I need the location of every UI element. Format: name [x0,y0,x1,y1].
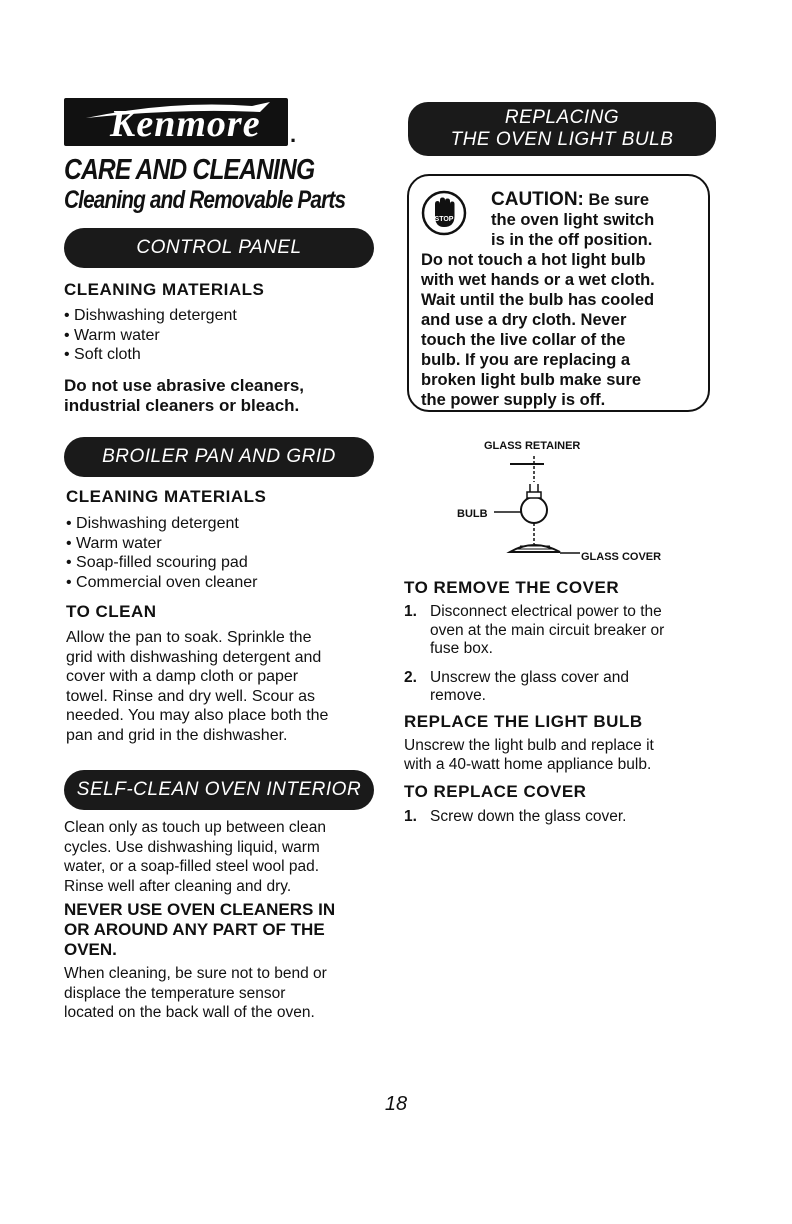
caution-line: and use a dry cloth. Never [421,311,627,329]
caution-box [407,174,710,412]
caution-line: Do not touch a hot light bulb [421,251,646,269]
bulb-base [530,484,538,492]
text-line: Unscrew the light bulb and replace it [404,737,654,754]
caution-line: the power supply is off. [421,391,606,409]
step-line: remove. [430,687,486,704]
list-item: • Soap-filled scouring pad [66,554,248,571]
broiler-heading: CLEANING MATERIALS [66,487,267,506]
text-line: cover with a damp cloth or paper [66,668,299,685]
light-bulb-pill-line2: THE OVEN LIGHT BULB [450,129,674,150]
logo-dot: . [290,122,297,147]
caution-line: touch the live collar of the [421,331,626,349]
bulb-collar [527,492,541,498]
caution-line: Wait until the bulb has cooled [421,291,655,309]
text-line: Clean only as touch up between clean [64,819,326,836]
label-glass-cover: GLASS COVER [581,551,662,563]
control-panel-heading: CLEANING MATERIALS [64,280,265,299]
text-line: with a 40-watt home appliance bulb. [404,755,652,773]
control-panel-list [64,306,237,365]
step-line: oven at the main circuit breaker or [430,621,665,639]
control-panel-warning [64,376,374,416]
bulb-diagram [490,452,590,564]
warning-line: OVEN. [64,940,117,959]
text-line: water, or a soap-filled steel wool pad. [64,858,320,875]
broiler-pill-label: BROILER PAN AND GRID [102,446,336,467]
replace-bulb-text [404,737,654,774]
list-item: • Soft cloth [64,346,141,363]
list-item: • Dishwashing detergent [64,307,237,324]
warning-line: OR AROUND ANY PART OF THE [64,920,325,939]
list-item: • Commercial oven cleaner [66,573,258,591]
step-number: 1. [404,808,417,825]
step-item [404,669,724,706]
logo-brand: Kenmore [110,103,261,145]
kenmore-logo [64,98,288,146]
caution-line: is in the off position. [491,231,653,249]
text-line: towel. Rinse and dry well. Scour as [66,687,315,705]
list-item: • Dishwashing detergent [66,515,239,532]
text-line: Rinse well after cleaning and dry. [64,877,292,895]
step-line: Unscrew the glass cover and [430,668,630,686]
caution-line: Be sure [588,191,650,209]
step-line: fuse box. [430,640,493,657]
caution-line: the oven light switch [491,211,655,229]
label-bulb: BULB [457,508,488,520]
self-clean-warning [64,900,335,960]
to-clean-heading: TO CLEAN [66,602,157,621]
self-clean-note [64,964,327,1023]
broiler-list [66,514,257,592]
self-clean-text [64,818,326,896]
text-line: When cleaning, be sure not to bend or [64,965,327,982]
to-clean-text [66,628,328,745]
text-line: located on the back wall of the oven. [64,1004,315,1021]
self-clean-pill-label: SELF-CLEAN OVEN INTERIOR [76,779,362,800]
text-line: displace the temperature sensor [64,984,286,1002]
text-line: Allow the pan to soak. Sprinkle the [66,629,312,646]
caution-head: CAUTION: [491,189,584,210]
caution-line: bulb. If you are replacing a [421,351,631,369]
caution-line: with wet hands or a wet cloth. [421,271,655,289]
step-line: Disconnect electrical power to the [430,603,662,620]
step-line: Screw down the glass cover. [430,808,627,825]
broiler-pill [64,437,374,477]
warning-line: industrial cleaners or bleach. [64,396,300,415]
page-title: CARE AND CLEANING [64,154,315,186]
replace-bulb-heading: REPLACE THE LIGHT BULB [404,712,643,731]
step-item [404,808,626,827]
replace-cover-heading: TO REPLACE COVER [404,782,587,801]
warning-line: Do not use abrasive cleaners, [64,376,304,395]
self-clean-pill [64,770,374,810]
step-number: 1. [404,603,417,620]
light-bulb-pill-line1: REPLACING [504,107,620,128]
text-line: pan and grid in the dishwasher. [66,726,288,744]
caution-line: broken light bulb make sure [421,371,642,389]
page-number: 18 [384,1093,408,1115]
text-line: needed. You may also place both the [66,707,329,724]
caution-text [421,190,705,410]
list-item: • Warm water [66,534,162,552]
control-panel-pill-label: CONTROL PANEL [136,237,302,258]
text-line: grid with dishwashing detergent and [66,648,322,666]
control-panel-pill [64,228,374,268]
list-item: • Warm water [64,326,160,344]
bulb-glass [521,497,547,523]
step-number: 2. [404,668,417,686]
text-line: cycles. Use dishwashing liquid, warm [64,838,320,856]
remove-steps [404,603,724,706]
light-bulb-pill [408,102,716,156]
label-glass-retainer: GLASS RETAINER [484,440,581,452]
stop-label: STOP [434,216,454,223]
page-subtitle: Cleaning and Removable Parts [64,186,346,214]
step-item [404,603,724,659]
warning-line: NEVER USE OVEN CLEANERS IN [64,900,336,919]
remove-cover-heading: TO REMOVE THE COVER [404,578,620,597]
